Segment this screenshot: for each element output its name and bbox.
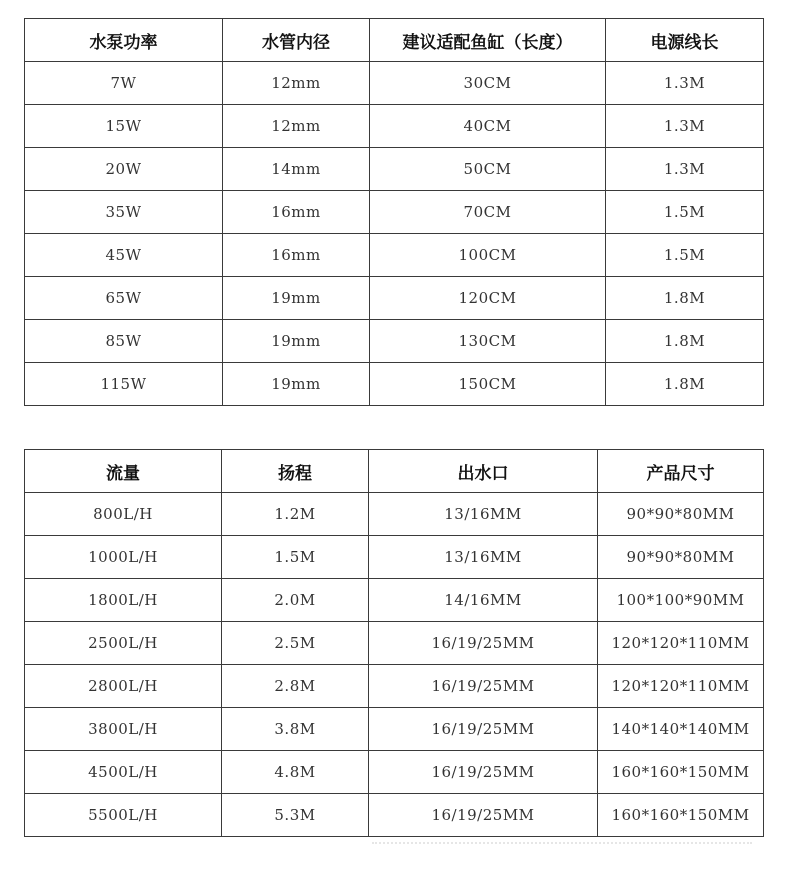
table-cell: 70CM	[370, 191, 606, 234]
header-head-height: 扬程	[222, 450, 369, 493]
table-cell: 120CM	[370, 277, 606, 320]
header-cord-length: 电源线长	[606, 19, 764, 62]
table-cell: 1.2M	[222, 493, 369, 536]
table-row	[25, 62, 764, 105]
table-cell: 7W	[25, 62, 223, 105]
table-cell: 14/16MM	[369, 579, 598, 622]
table-cell: 1800L/H	[25, 579, 222, 622]
table-cell: 4500L/H	[25, 751, 222, 794]
table-cell: 13/16MM	[369, 493, 598, 536]
table-cell: 19mm	[223, 277, 370, 320]
header-pump-power: 水泵功率	[25, 19, 223, 62]
header-flow: 流量	[25, 450, 222, 493]
table-cell: 13/16MM	[369, 536, 598, 579]
table-cell: 1.8M	[606, 320, 764, 363]
table-row	[25, 320, 764, 363]
table-cell: 16/19/25MM	[369, 665, 598, 708]
table-cell: 2500L/H	[25, 622, 222, 665]
table-cell: 85W	[25, 320, 223, 363]
table-cell: 1.3M	[606, 148, 764, 191]
table-cell: 65W	[25, 277, 223, 320]
table-cell: 2.8M	[222, 665, 369, 708]
table-cell: 115W	[25, 363, 223, 406]
table-row	[25, 536, 764, 579]
table-cell: 1.5M	[606, 191, 764, 234]
table-cell: 16/19/25MM	[369, 622, 598, 665]
table-cell: 3.8M	[222, 708, 369, 751]
table-cell: 4.8M	[222, 751, 369, 794]
table-cell: 90*90*80MM	[598, 493, 764, 536]
table-cell: 160*160*150MM	[598, 751, 764, 794]
table-cell: 5500L/H	[25, 794, 222, 837]
table-cell: 30CM	[370, 62, 606, 105]
table-cell: 15W	[25, 105, 223, 148]
table-cell: 19mm	[223, 320, 370, 363]
table-row	[25, 148, 764, 191]
table-row	[25, 794, 764, 837]
table-cell: 150CM	[370, 363, 606, 406]
header-product-size: 产品尺寸	[598, 450, 764, 493]
table-row	[25, 665, 764, 708]
table-cell: 2.0M	[222, 579, 369, 622]
header-tank-length: 建议适配鱼缸（长度）	[370, 19, 606, 62]
table-cell: 5.3M	[222, 794, 369, 837]
table-cell: 20W	[25, 148, 223, 191]
table-cell: 1.5M	[222, 536, 369, 579]
table-cell: 1.3M	[606, 62, 764, 105]
table-cell: 16/19/25MM	[369, 708, 598, 751]
table-cell: 2800L/H	[25, 665, 222, 708]
table-row	[25, 493, 764, 536]
table-row	[25, 363, 764, 406]
table-cell: 12mm	[223, 62, 370, 105]
table-cell: 100CM	[370, 234, 606, 277]
table-cell: 2.5M	[222, 622, 369, 665]
table-cell: 160*160*150MM	[598, 794, 764, 837]
table-cell: 800L/H	[25, 493, 222, 536]
table-cell: 3800L/H	[25, 708, 222, 751]
table-cell: 35W	[25, 191, 223, 234]
table-cell: 1.8M	[606, 277, 764, 320]
table-cell: 16mm	[223, 191, 370, 234]
table-cell: 120*120*110MM	[598, 665, 764, 708]
table-cell: 40CM	[370, 105, 606, 148]
table-row	[25, 708, 764, 751]
table-row	[25, 622, 764, 665]
table-cell: 16/19/25MM	[369, 751, 598, 794]
table-cell: 19mm	[223, 363, 370, 406]
table-row	[25, 579, 764, 622]
table-cell: 140*140*140MM	[598, 708, 764, 751]
table-row	[25, 277, 764, 320]
table-cell: 50CM	[370, 148, 606, 191]
table-cell: 45W	[25, 234, 223, 277]
table-cell: 14mm	[223, 148, 370, 191]
table-row	[25, 751, 764, 794]
table-cell: 1000L/H	[25, 536, 222, 579]
table-cell: 130CM	[370, 320, 606, 363]
table-header-row	[25, 19, 764, 62]
table-cell: 1.3M	[606, 105, 764, 148]
table-row	[25, 191, 764, 234]
table-header-row	[25, 450, 764, 493]
table-cell: 16mm	[223, 234, 370, 277]
table-row	[25, 105, 764, 148]
table-cell: 16/19/25MM	[369, 794, 598, 837]
watermark-strip	[372, 842, 752, 852]
table-cell: 120*120*110MM	[598, 622, 764, 665]
table-cell: 12mm	[223, 105, 370, 148]
table-cell: 100*100*90MM	[598, 579, 764, 622]
table-cell: 90*90*80MM	[598, 536, 764, 579]
table-cell: 1.5M	[606, 234, 764, 277]
pump-power-table	[24, 18, 764, 406]
header-outlet: 出水口	[369, 450, 598, 493]
header-pipe-diameter: 水管内径	[223, 19, 370, 62]
table-row	[25, 234, 764, 277]
flow-spec-table	[24, 449, 764, 837]
table-cell: 1.8M	[606, 363, 764, 406]
